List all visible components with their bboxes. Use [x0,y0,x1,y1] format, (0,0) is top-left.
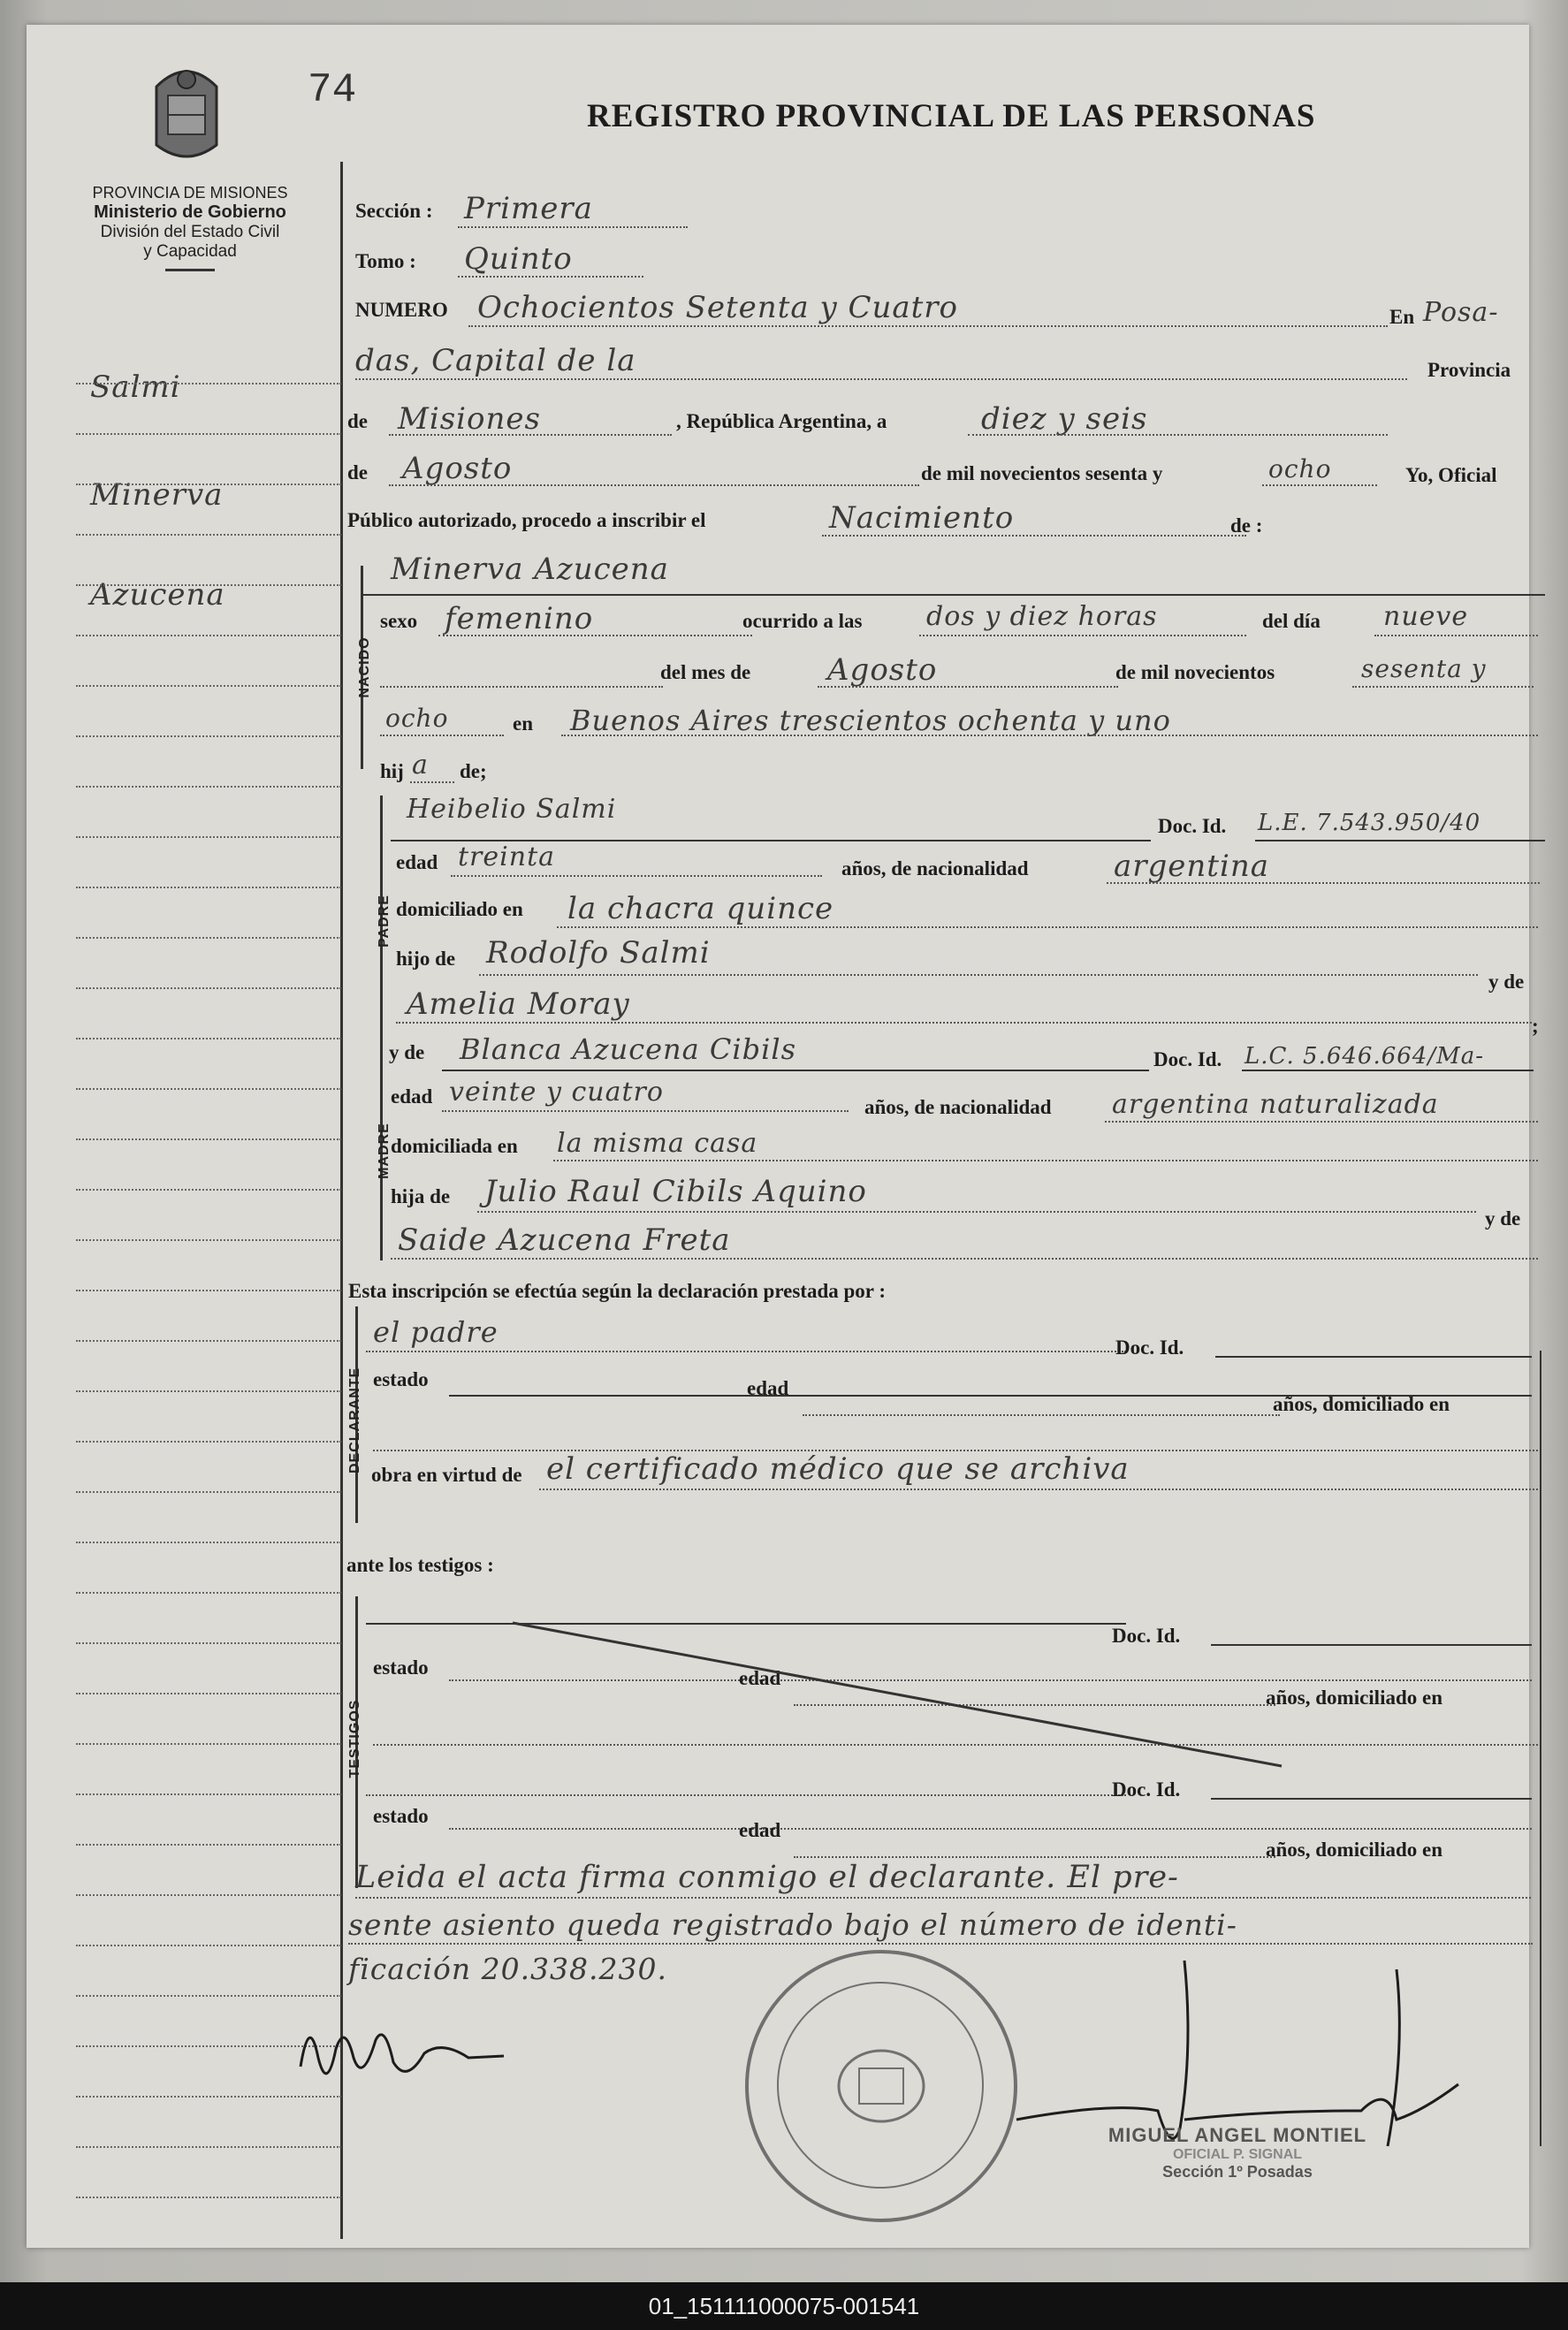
margin-ruled-line [76,786,341,788]
image-id-footer: 01_151111000075-001541 [0,2282,1568,2330]
line [380,686,663,688]
madre-dom-label: domiciliada en [391,1135,518,1157]
numero-label: NUMERO [355,299,448,321]
provincia-label: Provincia [1427,359,1511,381]
line [479,974,1478,976]
line [561,735,1538,736]
line [1107,882,1540,884]
ocurrido-label: ocurrido a las [742,610,863,632]
margin-ruled-line [76,1189,341,1191]
office-header [62,184,318,271]
line [442,1110,849,1112]
line [389,484,919,486]
margin-ruled-line [76,887,341,888]
margin-ruled-line [76,1138,341,1140]
nacido-nombre-value: Minerva Azucena [391,552,669,587]
official-name-stamp [1069,2124,1405,2182]
line [355,378,1407,380]
official-role: OFICIAL P. SIGNAL [1172,2147,1303,2162]
inscripcion-label: Esta inscripción se efectúa según la declaración prestada por : [348,1280,886,1302]
line [1242,1070,1534,1071]
cierre-line-1: Leida el acta firma conmigo el declarante. El pre- [355,1860,1179,1895]
padre-doc-label: Doc. Id. [1158,815,1227,837]
margin-ruled-line [76,1239,341,1241]
line [451,875,822,877]
margin-ruled-line [76,937,341,939]
acto-value: Nacimiento [829,500,1015,536]
line [458,276,643,278]
line [794,1856,1275,1858]
publico-label: Público autorizado, procedo a inscribir el [347,509,706,531]
sesenta-label: de mil novecientos sesenta y [921,462,1163,484]
declarante-estado-label: estado [373,1368,429,1390]
line [438,635,752,636]
provincia-value: Misiones [398,401,541,437]
margin-ruled-line [76,735,341,737]
nacido-side-label: NACIDO [357,636,372,698]
line [539,1489,1538,1490]
line [355,1897,1531,1899]
line [803,1414,1280,1416]
margin-ruled-line [76,1844,341,1846]
margin-ruled-line [76,1340,341,1342]
margin-ruled-line [76,1592,341,1594]
line [442,1070,1149,1071]
en-label: En [1389,306,1415,328]
padre-hijo-de-label: hijo de [396,948,456,970]
declarante-value: el padre [373,1315,499,1349]
margin-ruled-line [76,836,341,838]
line [410,781,454,783]
header-rule [165,269,215,271]
fecha-mes-value: Agosto [402,451,513,486]
margin-ruled-line [76,1693,341,1694]
declarante-anios-label: años, domiciliado en [1273,1393,1450,1415]
madre-hija-de-label: hija de [391,1185,451,1207]
lugar-value: das, Capital de la [355,343,636,378]
office-division: División del Estado Civil [100,223,280,241]
padre-madre-value: Amelia Moray [407,986,630,1022]
margin-rule [340,162,343,2239]
line [449,1828,1532,1830]
line [389,434,672,436]
madre-nombre-value: Blanca Azucena Cibils [460,1032,796,1066]
line [1215,1356,1532,1358]
de-semi-label: de; [460,760,487,782]
official-name: MIGUEL ANGEL MONTIEL [1107,2124,1367,2146]
del-dia-label: del día [1262,610,1321,632]
margin-name-1: Minerva [90,477,224,513]
line [919,635,1246,636]
madre-nac-label: años, de nacionalidad [864,1096,1052,1118]
margin-ruled-line [76,1894,341,1896]
register-page [27,25,1539,2248]
mes-value: Agosto [827,652,938,688]
sexo-label: sexo [380,610,418,632]
margin-ruled-line [76,987,341,989]
seccion-value: Primera [464,191,593,226]
line [366,1351,1126,1352]
margin-ruled-line [76,1642,341,1644]
madre-doc-value: L.C. 5.646.664/Ma- [1245,1043,1485,1070]
margin-ruled-line [76,1390,341,1392]
testigo2-edad-label: edad [739,1819,781,1841]
dia-value: nueve [1383,601,1469,632]
page-number: 74 [308,67,357,113]
line [468,325,1388,327]
hora-value: dos y diez horas [926,601,1158,632]
line [477,1211,1476,1213]
padre-edad-value: treinta [458,841,556,872]
testigo1-anios-label: años, domiciliado en [1266,1687,1443,1709]
line [1352,686,1534,688]
margin-ruled-line [76,1995,341,1997]
line [1255,840,1545,841]
cancel-strike-line [504,1616,1299,1775]
office-province: PROVINCIA DE MISIONES [92,184,288,202]
line [380,735,504,736]
testigo2-estado-label: estado [373,1805,429,1827]
madre-dom-value: la misma casa [557,1128,758,1159]
madre-y-de-label: y de [389,1041,425,1063]
line [557,926,1538,928]
padre-y-de-label: y de [1488,971,1525,993]
page-title: REGISTRO PROVINCIAL DE LAS PERSONAS [587,98,1316,134]
padre-doc-value: L.E. 7.543.950/40 [1258,810,1481,836]
obra-value: el certificado médico que se archiva [546,1451,1130,1487]
de-mil-label: de mil novecientos [1115,661,1275,683]
margin-ruled-line [76,1793,341,1795]
line [366,1794,1126,1796]
cierre-line-3: ficación 20.338.230. [348,1952,668,1986]
testigos-side-label: TESTIGOS [347,1699,362,1778]
madre-y-de-label-2: y de [1485,1207,1521,1230]
obra-label: obra en virtud de [371,1464,522,1486]
line [968,434,1388,436]
madre-side-label: MADRE [377,1123,392,1179]
anio-value: ocho [1268,454,1332,484]
nacido-rule [361,594,1545,596]
line [1211,1798,1532,1800]
margin-ruled-line [76,685,341,687]
line [1262,484,1377,486]
fecha-dia-value: diez y seis [981,401,1148,437]
margin-surname: Salmi [90,369,181,405]
right-binding-rule [1540,1351,1541,2146]
official-seal [745,1950,1017,2222]
en-lower-label: en [513,712,533,735]
padre-semicolon: ; [1532,1015,1539,1037]
declarante-edad-label: edad [747,1377,789,1399]
coat-of-arms-emblem [143,60,230,168]
lugar-nac-value: Buenos Aires trescientos ochenta y uno [570,704,1171,737]
padre-side-label: PADRE [377,895,392,948]
hij-suffix: a [412,750,429,780]
testigos-label: ante los testigos : [346,1554,494,1576]
margin-ruled-line [76,1290,341,1291]
republica-label: , República Argentina, a [676,410,887,432]
madre-padre-value: Julio Raul Cibils Aquino [484,1174,867,1209]
madre-nac-value: argentina naturalizada [1112,1089,1439,1120]
padre-nac-label: años, de nacionalidad [841,857,1029,879]
margin-ruled-line [76,1743,341,1745]
padre-dom-label: domiciliado en [396,898,523,920]
margin-ruled-line [76,2197,341,2198]
en-value: Posa- [1423,297,1499,328]
sexo-value: femenino [445,601,594,636]
padre-padre-value: Rodolfo Salmi [486,935,711,971]
cierre-line-2: sente asiento queda registrado bajo el número de identi- [348,1907,1237,1942]
de-label-2: de [347,461,368,484]
madre-madre-value: Saide Azucena Freta [398,1222,731,1258]
official-section: Sección 1º Posadas [1162,2163,1313,2181]
margin-ruled-line [76,383,341,385]
line [391,1258,1538,1260]
line [458,226,688,228]
del-mes-label: del mes de [660,661,751,683]
madre-edad-label: edad [391,1085,433,1108]
testigo2-doc-label: Doc. Id. [1112,1778,1181,1801]
anio-nac-1-value: sesenta y [1361,654,1487,683]
tomo-label: Tomo : [355,250,416,272]
seccion-label: Sección : [355,200,433,222]
declarante-side-label: DECLARANTE [347,1367,362,1473]
margin-ruled-line [76,534,341,536]
margin-ruled-line [76,1441,341,1443]
line [822,535,1246,537]
madre-edad-value: veinte y cuatro [449,1077,664,1108]
office-ministry: Ministerio de Gobierno [94,202,286,222]
margin-ruled-line [76,1542,341,1543]
line [553,1160,1538,1161]
office-capacity: y Capacidad [143,242,237,261]
margin-ruled-line [76,484,341,485]
margin-ruled-line [76,1038,341,1039]
margin-ruled-line [76,2146,341,2148]
line [396,1022,1532,1024]
padre-dom-value: la chacra quince [567,891,834,926]
anio-nac-2-value: ocho [385,704,449,733]
padre-nac-value: argentina [1114,849,1270,884]
seal-emblem [833,2042,930,2130]
hij-label: hij [380,760,404,782]
margin-ruled-line [76,1945,341,1946]
testigo1-estado-label: estado [373,1656,429,1679]
madre-doc-label: Doc. Id. [1153,1048,1222,1070]
testigo1-doc-label: Doc. Id. [1112,1625,1181,1647]
declarant-signature [292,2005,557,2111]
declarante-doc-label: Doc. Id. [1115,1336,1184,1359]
testigo2-anios-label: años, domiciliado en [1266,1839,1443,1861]
margin-ruled-line [76,433,341,435]
tomo-value: Quinto [464,241,573,277]
de-label: de [347,410,368,432]
testigo1-edad-label: edad [739,1667,781,1689]
padre-edad-label: edad [396,851,438,873]
line [1374,635,1538,636]
numero-value: Ochocientos Setenta y Cuatro [477,290,959,325]
margin-ruled-line [76,584,341,586]
line [818,686,1118,688]
yo-oficial-label: Yo, Oficial [1405,464,1497,486]
line [1105,1121,1538,1123]
margin-ruled-line [76,1491,341,1493]
margin-ruled-line [76,1088,341,1090]
margin-ruled-line [76,635,341,636]
margin-name-2: Azucena [90,577,225,613]
de-colon-label: de : [1230,514,1263,537]
padre-nombre-value: Heibelio Salmi [407,794,617,825]
